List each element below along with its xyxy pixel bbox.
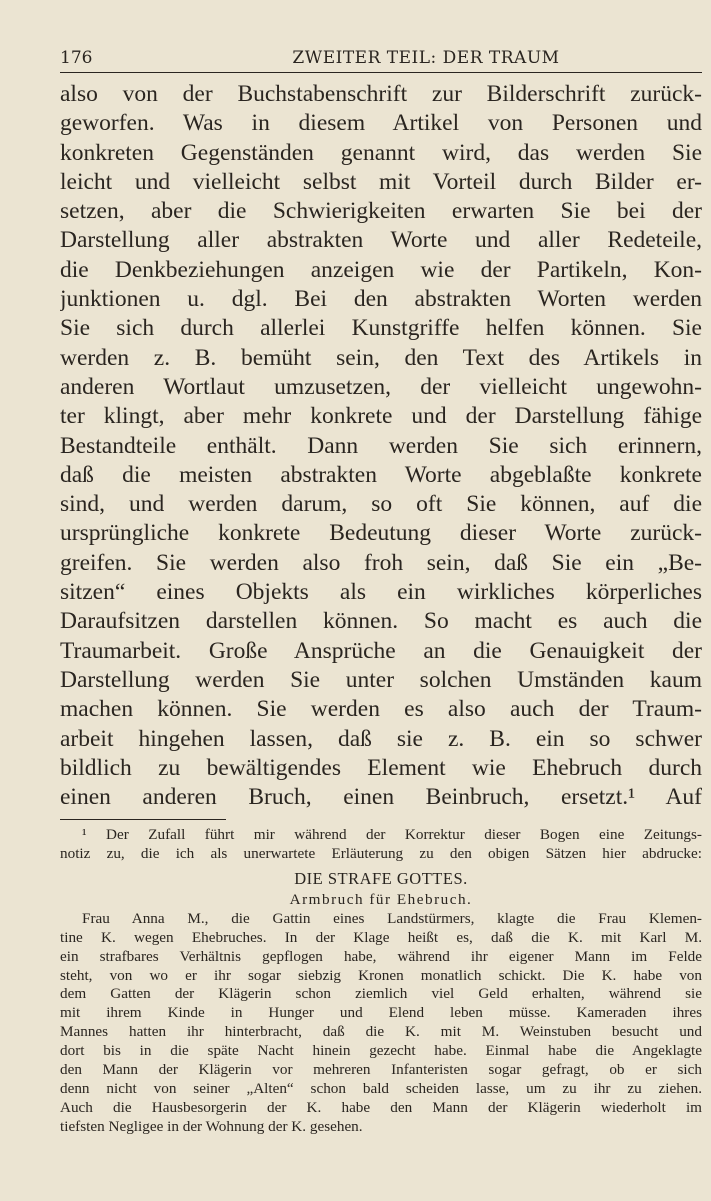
text-line: Darstellung werden Sie unter solchen Umständen kaum — [60, 666, 702, 693]
text-line: setzen, aber die Schwierigkeiten erwarten Sie bei der — [60, 198, 702, 225]
footnote-rule — [60, 819, 226, 820]
text-line: leicht und vielleicht selbst mit Vorteil durch Bilder er- — [60, 168, 702, 195]
news-subheading: Armbruch für Ehebruch. — [289, 890, 473, 908]
text-line: machen können. Sie werden es also auch der Traum- — [60, 696, 702, 723]
text-line: konkreten Gegenständen genannt wird, das werden Sie — [60, 139, 702, 166]
footnote-intro-line: ¹ Der Zufall führt mir während der Korrektur dieser Bogen eine Zeitungs- — [82, 826, 702, 843]
footnote-line: Frau Anna M., die Gattin eines Landstürmers, klagte die Frau Klemen- — [82, 909, 702, 927]
footnote — [60, 826, 702, 1137]
text-line: ter klingt, aber mehr konkrete und der Darstellung fähige — [60, 403, 702, 430]
text-line: daß die meisten abstrakten Worte abgeblaßte konkrete — [60, 461, 702, 488]
footnote-line: ein strafbares Verhältnis gepflogen habe, während ihr eigener Mann im Felde — [60, 947, 702, 965]
main-text — [60, 80, 702, 812]
text-line: Daraufsitzen darstellen können. So macht es auch die — [60, 608, 702, 635]
text-line: also von der Buchstabenschrift zur Bilderschrift zurück- — [60, 81, 702, 107]
footnote-line: Mannes hatten ihr hinterbracht, daß die K. mit M. Weinstuben besucht und — [60, 1023, 702, 1041]
footnote-line: steht, von wo er ihr sogar siebzig Kronen monatlich schickt. Die K. habe von — [60, 966, 702, 984]
text-line: Sie sich durch allerlei Kunstgriffe helfen können. Sie — [60, 315, 702, 342]
footnote-line: dem Gatten der Klägerin schon ziemlich viel Geld erhalten, während sie — [60, 985, 702, 1003]
text-line: sind, und werden darum, so oft Sie können, auf die — [60, 491, 702, 518]
text-line: ursprüngliche konkrete Bedeutung dieser Worte zurück- — [60, 520, 702, 547]
text-line: arbeit hingehen lassen, daß sie z. B. ein so schwer — [60, 725, 702, 752]
footnote-intro-line: notiz zu, die ich als unerwartete Erläuterung zu den obigen Sätzen hier abdrucke: — [60, 844, 702, 862]
text-line: die Denkbeziehungen anzeigen wie der Partikeln, Kon- — [60, 256, 702, 283]
footnote-line: dort bis in die späte Nacht hinein gezecht habe. Einmal habe die Angeklagte — [60, 1042, 702, 1060]
running-header — [60, 46, 702, 73]
page-number: 176 — [60, 48, 93, 68]
text-line: sitzen“ eines Objekts als ein wirkliches körperliches — [60, 579, 702, 606]
text-line: junktionen u. dgl. Bei den abstrakten Worten werden — [60, 286, 702, 313]
text-line: greifen. Sie werden also froh sein, daß Sie ein „Be- — [60, 549, 702, 576]
text-line: anderen Wortlaut umzusetzen, der vielleicht ungewohn- — [60, 373, 702, 400]
text-line: Traumarbeit. Große Ansprüche an die Genauigkeit der — [60, 637, 702, 664]
text-line: Darstellung aller abstrakten Worte und aller Redeteile, — [60, 227, 702, 254]
news-heading: DIE STRAFE GOTTES. — [294, 868, 468, 888]
footnote-line: denn nicht von seiner „Alten“ schon bald scheiden lasse, um zu ihr zu ziehen. — [60, 1079, 702, 1097]
footnote-line: Auch die Hausbesorgerin der K. habe den Mann der Klägerin wiederholt im — [60, 1098, 702, 1116]
text-line: geworfen. Was in diesem Artikel von Personen und — [60, 110, 702, 137]
news-article — [60, 910, 702, 1137]
footnote-line: mit ihrem Kinde in Hunger und Elend leben müsse. Kameraden ihres — [60, 1004, 702, 1022]
text-line: bildlich zu bewältigendes Element wie Ehebruch durch — [60, 754, 702, 781]
footnote-line: den Mann der Klägerin vor mehreren Infanteristen sogar gefragt, ob er sich — [60, 1061, 702, 1079]
text-line: Bestandteile enthält. Dann werden Sie sich erinnern, — [60, 432, 702, 459]
text-line: werden z. B. bemüht sein, den Text des Artikels in — [60, 344, 702, 371]
footnote-line: tiefsten Negligee in der Wohnung der K. gesehen. — [60, 1117, 363, 1135]
running-title: ZWEITER TEIL: DER TRAUM — [292, 48, 560, 68]
text-line: einen anderen Bruch, einen Beinbruch, ersetzt.¹ Auf — [60, 784, 702, 811]
footnote-line: tine K. wegen Ehebruches. In der Klage heißt es, daß die K. mit Karl M. — [60, 928, 702, 946]
